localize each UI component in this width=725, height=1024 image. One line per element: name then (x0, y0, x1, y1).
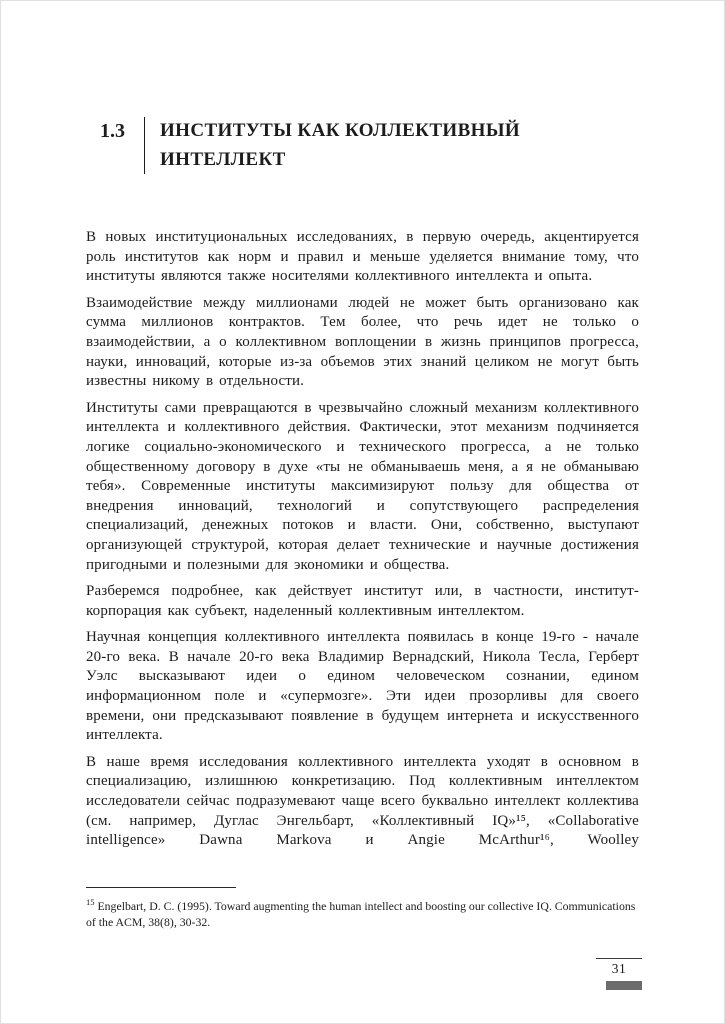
section-title: ИНСТИТУТЫ КАК КОЛЛЕКТИВНЫЙ ИНТЕЛЛЕКТ (160, 120, 521, 170)
paragraph: В новых институциональных исследованиях, в первую очередь, акцентируется роль институтов как норм и правил и меньше уделяется внимание тому, что институты являются также носителями коллективного интеллекта и опыта. (86, 229, 639, 285)
page-number-rule (596, 958, 642, 959)
page-footer (596, 958, 642, 990)
page-number: 31 (611, 961, 627, 976)
paragraph: Институты сами превращаются в чрезвычайно сложный механизм коллективного интеллекта и коллективного действия. Фактически, этот механизм подчиняется логике социально-экономического и технического прогресса, а не только общественному договору в духе «ты не обманываешь меня, а я не обманываю тебя». Современные институты максимизируют пользу для общества от внедрения инноваций, технологий и сопутствующего распределения специализаций, денежных потоков и власти. Они, собственно, выступают организующей структурой, которая делает технические и научные достижения пригодными и полезными для экономики и общества. (86, 399, 639, 573)
paragraph: Научная концепция коллективного интеллекта появилась в конце 19-го - начале 20-го века. В начале 20-го века Владимир Вернадский, Никола Тесла, Герберт Уэлс высказывают идеи о едином человеческом сознании, едином информационном поле и «супермозге». Эти идеи прозорливы для своего времени, они предсказывают появление в будущем интернета и искусственного интеллекта. (86, 629, 639, 744)
footnote-area (86, 887, 639, 931)
section-heading (100, 117, 639, 174)
paragraph: Разберемся подробнее, как действует институт или, в частности, институт-корпорация как субъект, наделенный коллективным интеллектом. (86, 583, 639, 619)
footnote-marker: 15 (86, 897, 95, 907)
footnote-text: Engelbart, D. C. (1995). Toward augmenting the human intellect and boosting our collective IQ. Communications of the ACM, 38(8), 30-32. (86, 898, 636, 930)
footer-decoration-block (606, 981, 642, 990)
paragraph: В наше время исследования коллективного интеллекта уходят в основном в специализацию, излишнюю конкретизацию. Под коллективным интеллектом исследователи сейчас подразумевают чаще всего буквально интеллект коллектива (см. например, Дуглас Энгельбарт, «Коллективный IQ»¹⁵, «Collaborative intelligence» Dawna Markova и Angie McArthur¹⁶, Woolley (86, 753, 639, 849)
body-text (86, 228, 639, 851)
footnote-separator (86, 887, 236, 888)
page-content (1, 1, 724, 851)
footnote (86, 897, 639, 931)
section-number: 1.3 (100, 120, 125, 142)
paragraph: Взаимодействие между миллионами людей не может быть организовано как сумма миллионов контрактов. Тем более, что речь идет не только о взаимодействии, а о коллективном воплощении в жизнь принципов прогресса, науки, инноваций, которые из-за объемов этих знаний целиком не могут быть известны никому в отдельности. (86, 294, 639, 390)
